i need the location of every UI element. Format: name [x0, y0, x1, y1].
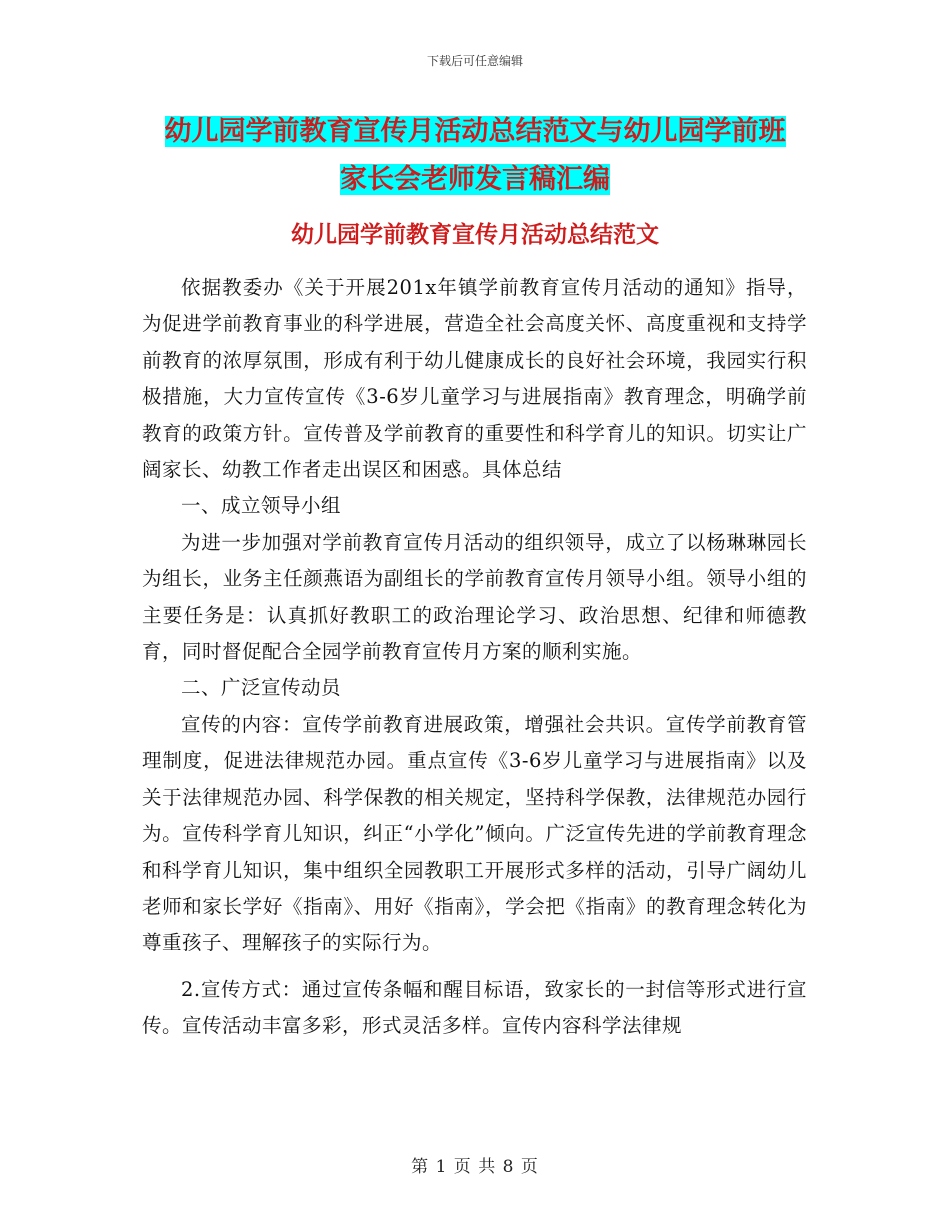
paragraph-publicity-method: 2.宣传方式：通过宣传条幅和醒目标语，致家长的一封信等形式进行宣传。宣传活动丰富多彩，形式灵活多样。宣传内容科学法律规 [142, 977, 807, 1038]
paragraph-intro: 依据教委办《关于开展201x年镇学前教育宣传月活动的通知》指导，为促进学前教育事业的科学进展，营造全社会高度关怀、高度重视和支持学前教育的浓厚氛围，形成有利于幼儿健康成长的良好社会环境，我园实行积极措施，大力宣传宣传《3-6岁儿童学习与进展指南》教育理念，明确学前教育的政策方针。宣传普及学前教育的重要性和科学育儿的知识。切实让广阔家长、幼教工作者走出误区和困惑。具体总结 [142, 276, 807, 482]
heading-publicity: 二、广泛宣传动员 [181, 676, 342, 700]
page-number: 第 1 页 共 8 页 [411, 1157, 539, 1177]
document-body [142, 270, 807, 1045]
heading-establish-group: 一、成立领导小组 [181, 494, 342, 518]
document-title-line-1 [140, 108, 810, 156]
page-header-note: 下载后可任意编辑 [426, 54, 523, 68]
title-highlight-1: 幼儿园学前教育宣传月活动总结范文与幼儿园学前班 [164, 116, 786, 147]
document-title-line-2 [140, 156, 810, 204]
paragraph-publicity-content: 宣传的内容：宣传学前教育进展政策，增强社会共识。宣传学前教育管理制度，促进法律规范办园。重点宣传《3-6岁儿童学习与进展指南》以及关于法律规范办园、科学保教的相关规定，坚持科学保教，法律规范办园行为。宣传科学育儿知识，纠正“小学化”倾向。广泛宣传先进的学前教育理念和科学育儿知识，集中组织全园教职工开展形式多样的活动，引导广阔幼儿老师和家长学好《指南》、用好《指南》，学会把《指南》的教育理念转化为尊重孩子、理解孩子的实际行为。 [142, 712, 807, 955]
title-highlight-2: 家长会老师发言稿汇编 [340, 164, 610, 195]
section-heading: 幼儿园学前教育宣传月活动总结范文 [291, 222, 659, 248]
paragraph-leadership: 为进一步加强对学前教育宣传月活动的组织领导，成立了以杨琳琳园长为组长，业务主任颜燕语为副组长的学前教育宣传月领导小组。领导小组的主要任务是：认真抓好教职工的政治理论学习、政治思想、纪律和师德教育，同时督促配合全园学前教育宣传月方案的顺利实施。 [142, 530, 807, 664]
document-title [140, 108, 810, 204]
